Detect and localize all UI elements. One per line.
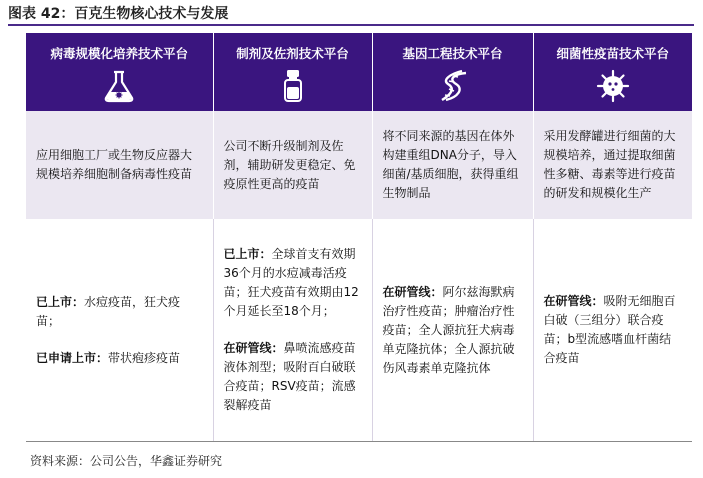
product-label: 在研管线： xyxy=(382,284,443,299)
product-label: 已上市： xyxy=(223,247,272,261)
header-row xyxy=(26,33,692,111)
description-cell: 将不同来源的基因在体外构建重组DNA分子，导入细菌/基质细胞，获得重组生物制品 xyxy=(372,111,533,219)
product-block xyxy=(383,283,523,378)
products-cell xyxy=(533,219,692,441)
header-cell-genetic-engineering xyxy=(372,33,533,111)
header-label: 基因工程技术平台 xyxy=(402,45,503,61)
product-block xyxy=(224,339,362,415)
product-text: 水痘疫苗，狂犬疫苗； xyxy=(36,294,181,328)
product-block xyxy=(36,349,203,368)
products-cell xyxy=(372,219,533,441)
product-label: 已上市： xyxy=(36,294,85,309)
product-text: 阿尔兹海默病治疗性疫苗；肿瘤治疗性疫苗；全人源抗狂犬病毒单克隆抗体；全人源抗破伤风毒素单克隆抗体 xyxy=(382,284,515,375)
product-block xyxy=(544,292,683,368)
tech-platform-table xyxy=(26,33,692,441)
figure-title: 图表 42：百克生物核心技术与发展 xyxy=(8,6,229,22)
description-row xyxy=(26,111,692,219)
product-text: 带状疱疹疫苗 xyxy=(108,350,181,365)
product-text: 全球首支有效期36个月的水痘减毒活疫苗；狂犬疫苗有效期由12个月延长至18个月； xyxy=(223,247,359,318)
product-label: 已申请上市： xyxy=(36,350,109,365)
product-block xyxy=(224,245,362,321)
header-cell-virus-culture xyxy=(26,33,213,111)
header-cell-bacterial-vaccine xyxy=(533,33,692,111)
product-text: 鼻喷流感疫苗液体剂型；吸附百白破联合疫苗；RSV疫苗；流感裂解疫苗 xyxy=(223,341,356,412)
flask-icon xyxy=(102,69,136,103)
dna-icon xyxy=(436,69,470,103)
title-divider xyxy=(8,24,694,26)
description-cell: 公司不断升级制剂及佐剂，辅助研发更稳定、免疫原性更高的疫苗 xyxy=(213,111,372,219)
product-block xyxy=(36,293,203,331)
vial-icon xyxy=(276,69,310,103)
header-label: 制剂及佐剂技术平台 xyxy=(236,45,349,61)
products-cell xyxy=(26,219,213,441)
header-label: 细菌性疫苗技术平台 xyxy=(556,45,669,61)
source-note: 资料来源：公司公告，华鑫证券研究 xyxy=(30,454,223,468)
products-cell xyxy=(213,219,372,441)
description-cell: 采用发酵罐进行细菌的大规模培养，通过提取细菌性多糖、毒素等进行疫苗的研发和规模化生产 xyxy=(533,111,692,219)
product-text: 吸附无细胞百白破（三组分）联合疫苗；b型流感嗜血杆菌结合疫苗 xyxy=(543,294,676,365)
bottom-divider xyxy=(26,441,692,442)
bacterium-icon xyxy=(596,69,630,103)
product-label: 在研管线： xyxy=(543,294,604,308)
description-cell: 应用细胞工厂或生物反应器大规模培养细胞制备病毒性疫苗 xyxy=(26,111,213,219)
products-row xyxy=(26,219,692,441)
header-label: 病毒规模化培养技术平台 xyxy=(50,45,188,61)
product-label: 在研管线： xyxy=(223,341,284,355)
header-cell-formulation xyxy=(213,33,372,111)
